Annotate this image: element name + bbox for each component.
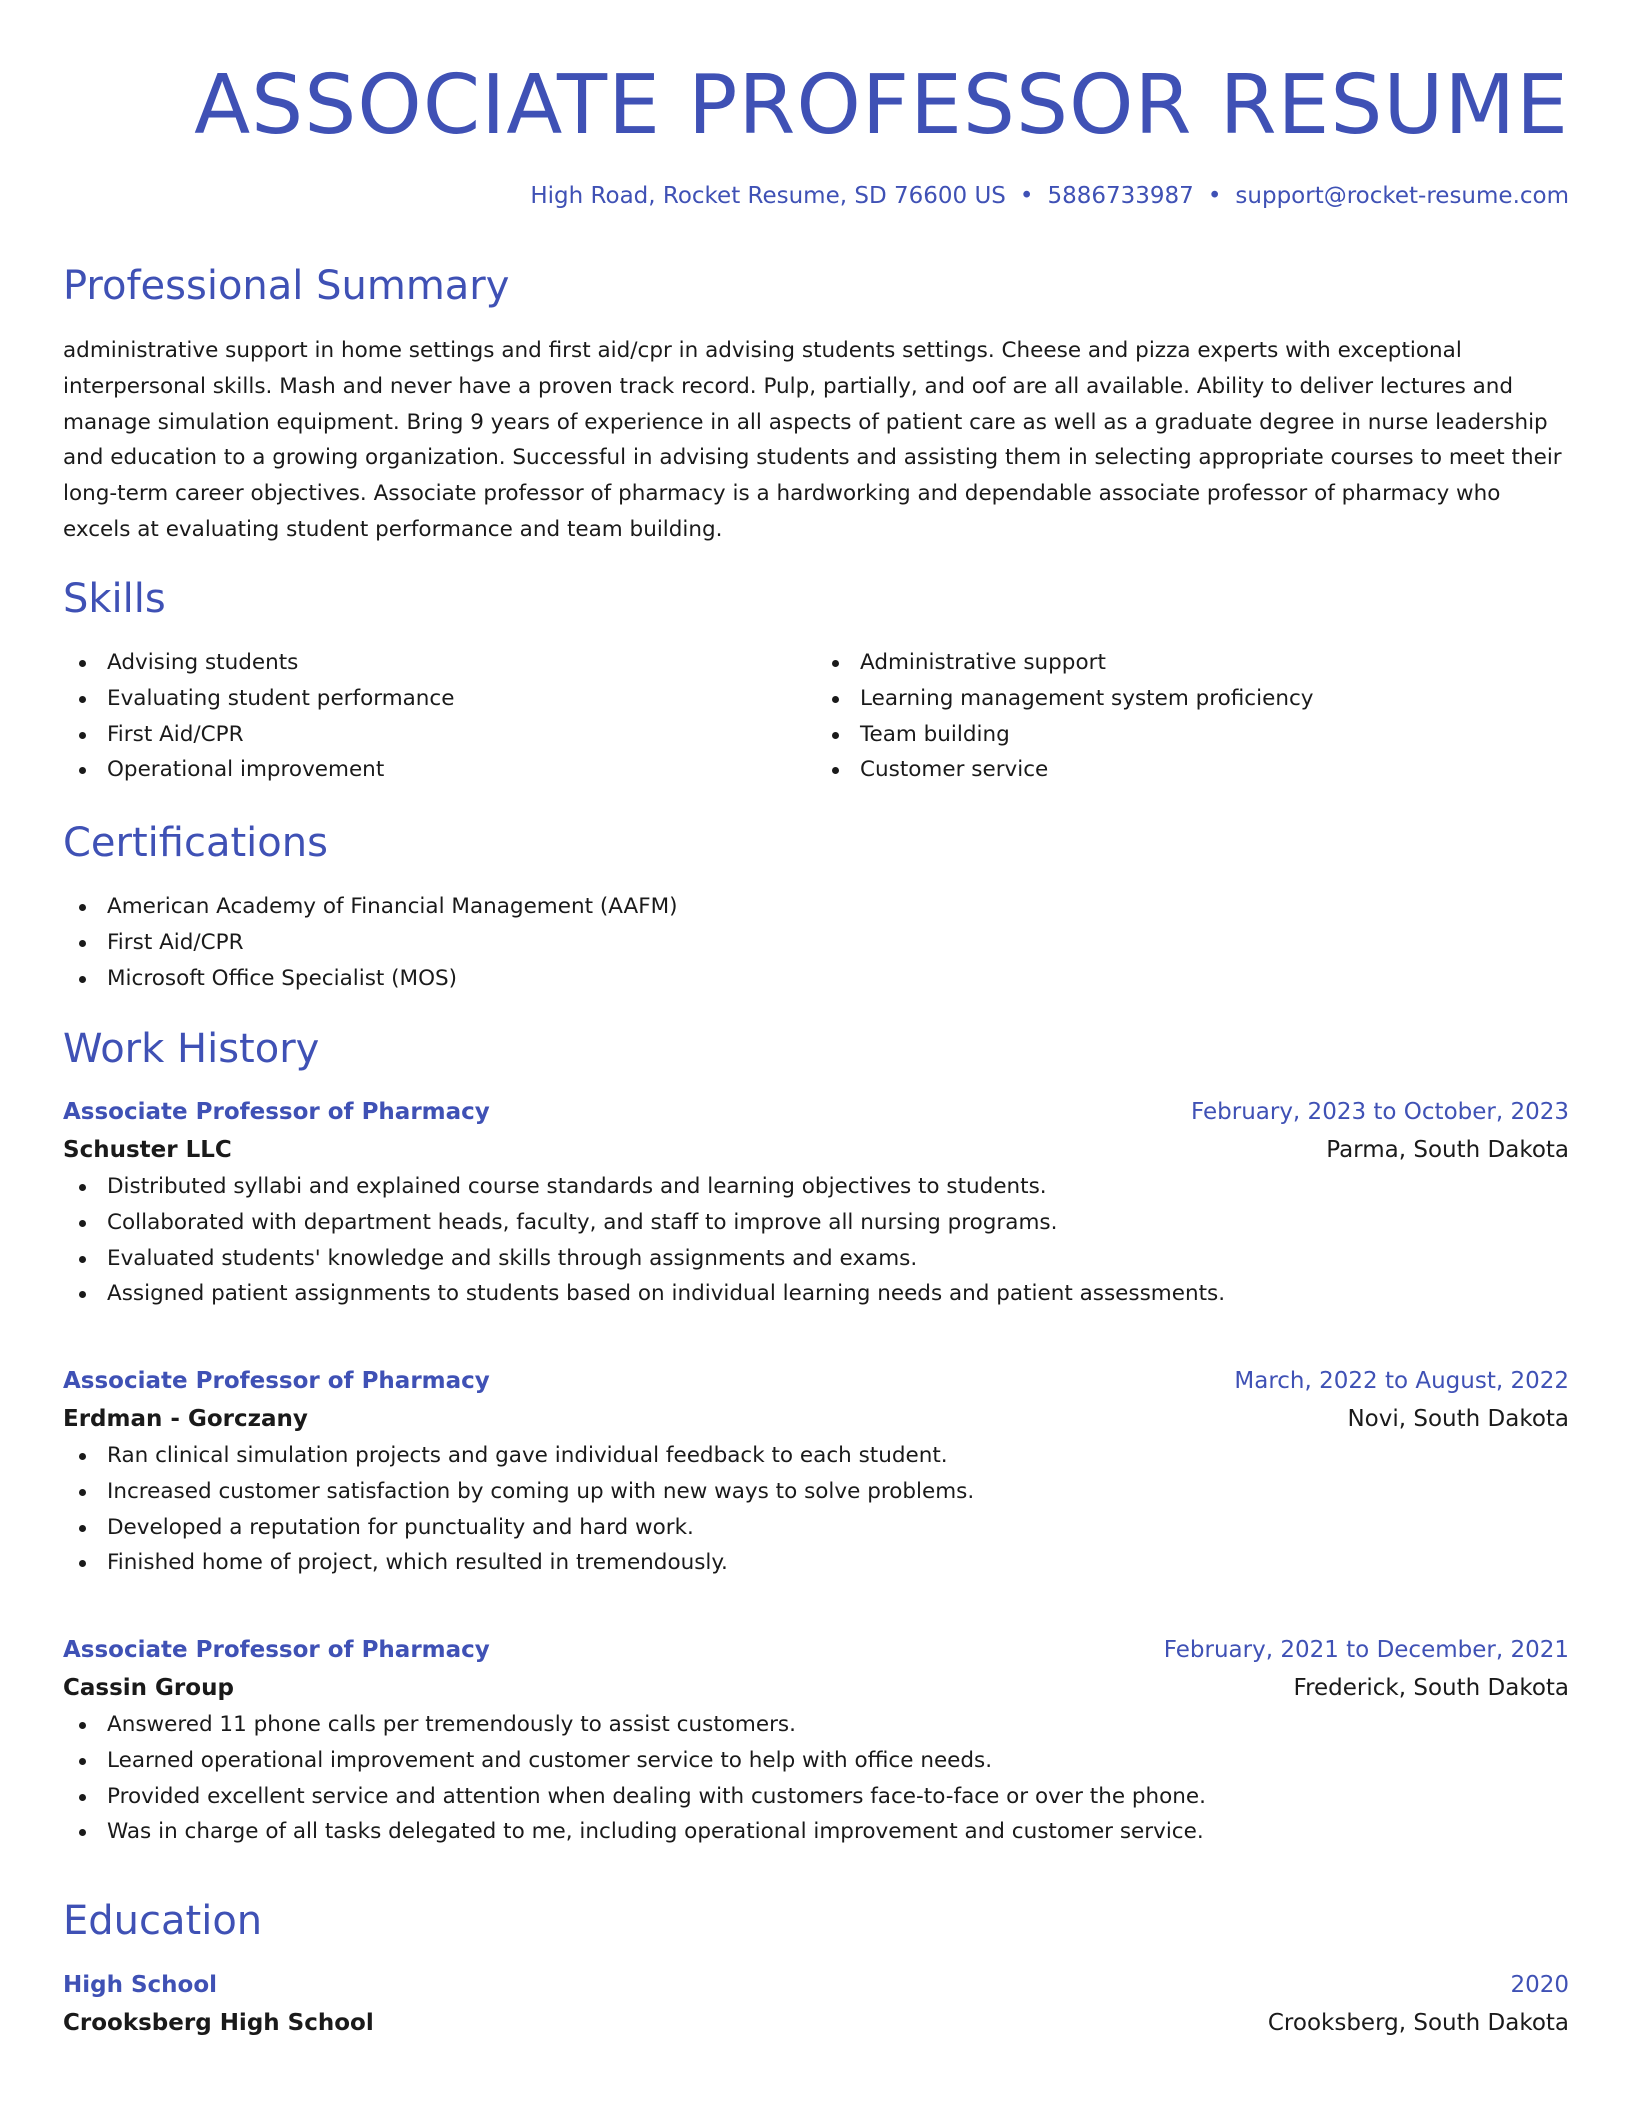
certification-item: Microsoft Office Specialist (MOS) (63, 961, 1569, 997)
work-history-heading: Work History (63, 1026, 320, 1072)
job-company: Cassin Group (63, 1675, 234, 1701)
job-bullet: Evaluated students' knowledge and skills through assignments and exams. (63, 1241, 1569, 1277)
job-dates: February, 2021 to December, 2021 (1163, 1637, 1569, 1663)
contact-address: High Road, Rocket Resume, SD 76600 US (530, 183, 1006, 209)
certification-item: American Academy of Financial Management (AAFM) (63, 889, 1569, 925)
education-heading: Education (63, 1898, 263, 1944)
job-bullet: Ran clinical simulation projects and gave individual feedback to each student. (63, 1438, 1569, 1474)
education-school: Crooksberg High School (63, 2010, 374, 2036)
job-bullet: Collaborated with department heads, faculty, and staff to improve all nursing programs. (63, 1205, 1569, 1241)
skills-column-right (816, 645, 1569, 788)
job-location: Frederick, South Dakota (1293, 1675, 1569, 1701)
education-entry (63, 1966, 1569, 2042)
job-entry (63, 1631, 1569, 1850)
contact-line (530, 180, 1569, 212)
job-bullet: Finished home of project, which resulted in tremendously. (63, 1545, 1569, 1581)
education-location: Crooksberg, South Dakota (1267, 2010, 1569, 2036)
skills-column-left (63, 645, 816, 788)
skill-item: Team building (816, 717, 1569, 753)
skill-item: First Aid/CPR (63, 717, 816, 753)
contact-email: support@rocket-resume.com (1235, 183, 1569, 209)
job-entry (63, 1093, 1569, 1312)
job-bullet: Increased customer satisfaction by coming up with new ways to solve problems. (63, 1474, 1569, 1510)
certifications-heading: Certifications (63, 820, 328, 866)
skill-item: Learning management system proficiency (816, 681, 1569, 717)
job-location: Novi, South Dakota (1347, 1406, 1569, 1432)
job-bullet: Assigned patient assignments to students based on individual learning needs and patient assessments. (63, 1276, 1569, 1312)
job-bullet: Provided excellent service and attention when dealing with customers face-to-face or over the phone. (63, 1779, 1569, 1815)
skill-item: Operational improvement (63, 752, 816, 788)
job-bullets (63, 1438, 1569, 1581)
summary-heading: Professional Summary (63, 263, 510, 309)
job-company: Schuster LLC (63, 1137, 232, 1163)
job-entry (63, 1362, 1569, 1581)
job-location: Parma, South Dakota (1326, 1137, 1569, 1163)
contact-separator: • (1207, 183, 1222, 209)
job-dates: March, 2022 to August, 2022 (1234, 1368, 1569, 1394)
job-company: Erdman - Gorczany (63, 1406, 308, 1432)
skills-heading: Skills (63, 576, 166, 622)
job-bullet: Answered 11 phone calls per tremendously to assist customers. (63, 1707, 1569, 1743)
certifications-list (63, 889, 1569, 996)
skills-list (63, 645, 1569, 788)
contact-phone: 5886733987 (1047, 183, 1194, 209)
skill-item: Administrative support (816, 645, 1569, 681)
job-title: Associate Professor of Pharmacy (63, 1637, 490, 1663)
job-bullet: Developed a reputation for punctuality and hard work. (63, 1510, 1569, 1546)
job-bullet: Distributed syllabi and explained course standards and learning objectives to students. (63, 1169, 1569, 1205)
job-title: Associate Professor of Pharmacy (63, 1099, 490, 1125)
job-bullets (63, 1169, 1569, 1312)
summary-text: administrative support in home settings and first aid/cpr in advising students settings. Cheese and pizza experts with exceptional interpersonal skills. Mash and never have a proven track record. Pulp, partially, and oof are all available. Ability to deliver lectures and manage simulation equipment. Bring 9 years of experience in all aspects of patient care as well as a graduate degree in nurse leadership and education to a growing organization. Successful in advising students and assisting them in selecting appropriate courses to meet their long-term career objectives. Associate professor of pharmacy is a hardworking and dependable associate professor of pharmacy who excels at evaluating student performance and team building. (63, 338, 1562, 542)
skill-item: Evaluating student performance (63, 681, 816, 717)
job-bullets (63, 1707, 1569, 1850)
job-title: Associate Professor of Pharmacy (63, 1368, 490, 1394)
skill-item: Advising students (63, 645, 816, 681)
education-degree: High School (63, 1972, 218, 1998)
certification-item: First Aid/CPR (63, 925, 1569, 961)
job-bullet: Learned operational improvement and customer service to help with office needs. (63, 1743, 1569, 1779)
resume-title: ASSOCIATE PROFESSOR RESUME (194, 58, 1569, 153)
job-dates: February, 2023 to October, 2023 (1191, 1099, 1569, 1125)
skill-item: Customer service (816, 752, 1569, 788)
education-year: 2020 (1510, 1972, 1569, 1998)
job-bullet: Was in charge of all tasks delegated to me, including operational improvement and customer service. (63, 1814, 1569, 1850)
contact-separator: • (1019, 183, 1034, 209)
